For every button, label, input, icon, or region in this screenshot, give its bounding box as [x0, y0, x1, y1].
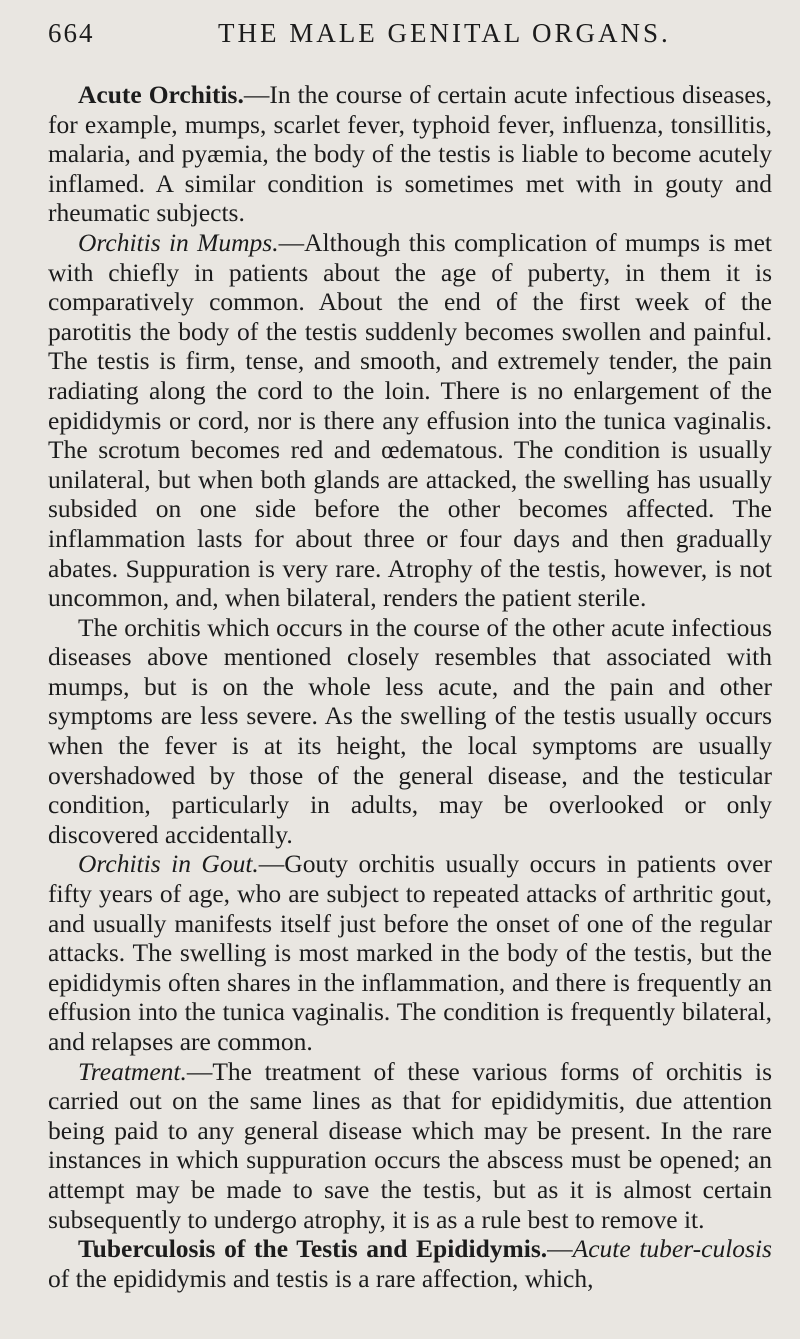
- heading-orchitis-gout: Orchitis in Gout.: [78, 849, 259, 879]
- page-number: 664: [48, 18, 95, 48]
- paragraph-treatment: [48, 1057, 772, 1235]
- paragraph-tuberculosis: [48, 1234, 772, 1293]
- header-title: THE MALE GENITAL ORGANS.: [218, 18, 671, 48]
- paragraph-orchitis-mumps: [48, 228, 772, 613]
- running-head: [48, 18, 772, 62]
- heading-orchitis-mumps: Orchitis in Mumps.: [78, 227, 279, 257]
- text-tuberculosis-tail: of the epididymis and testis is a rare affection, which,: [48, 1263, 594, 1293]
- text-acute-orchitis: —In the course of certain acute infectious diseases, for example, mumps, scarlet fever, typhoid fever, influenza, tonsillitis, malaria, and pyæmia, the body of the testis is liable to become acutely inflamed. A similar condition is sometimes met with in gouty and rheumatic subjects.: [48, 80, 772, 228]
- text-tuberculosis-italic: Acute tuber-culosis: [572, 1234, 772, 1264]
- text-orchitis-mumps: —Although this complication of mumps is met with chiefly in patients about the age of puberty, in them it is comparatively common. About the end of the first week of the parotitis the body of the testis suddenly becomes swollen and painful. The testis is firm, tense, and smooth, and extremely tender, the pain radiating along the cord to the loin. There is no enlargement of the epididymis or cord, nor is there any effusion into the tunica vaginalis. The scrotum becomes red and œdematous. The condition is usually unilateral, but when both glands are attacked, the swelling has usually subsided on one side before the other becomes affected. The inflammation lasts for about three or four days and then gradually abates. Suppuration is very rare. Atrophy of the testis, however, is not uncommon, and, when bilateral, renders the patient sterile.: [48, 227, 772, 613]
- text-treatment: —The treatment of these various forms of orchitis is carried out on the same lines as that for epididymitis, due attention being paid to any general disease which may be present. In the rare instances in which suppuration occurs the abscess must be opened; an attempt may be made to save the testis, but as it is almost certain subsequently to undergo atrophy, it is as a rule best to remove it.: [48, 1056, 772, 1234]
- text-orchitis-gout: —Gouty orchitis usually occurs in patients over fifty years of age, who are subject to repeated attacks of arthritic gout, and usually manifests itself just before the onset of one of the regular attacks. The swelling is most marked in the body of the testis, but the epididymis often shares in the inflammation, and there is frequently an effusion into the tunica vaginalis. The condition is frequently bilateral, and relapses are common.: [48, 849, 772, 1056]
- heading-acute-orchitis: Acute Orchitis.: [78, 80, 244, 109]
- paragraph-other-infectious: [48, 613, 772, 850]
- heading-tuberculosis: Tuberculosis of the Testis and Epididymis.: [78, 1234, 548, 1264]
- heading-treatment: Treatment.: [78, 1056, 187, 1086]
- paragraph-acute-orchitis: [48, 80, 772, 228]
- text-tuberculosis-dash: —: [547, 1234, 573, 1264]
- paragraph-orchitis-gout: [48, 849, 772, 1056]
- text-other-infectious: The orchitis which occurs in the course of the other acute infectious diseases above mentioned closely resembles that associated with mumps, but is on the whole less acute, and the pain and other symptoms are less severe. As the swelling of the testis usually occurs when the fever is at its height, the local symptoms are usually overshadowed by those of the general disease, and the testicular condition, particularly in adults, may be overlooked or only discovered accidentally.: [48, 612, 772, 849]
